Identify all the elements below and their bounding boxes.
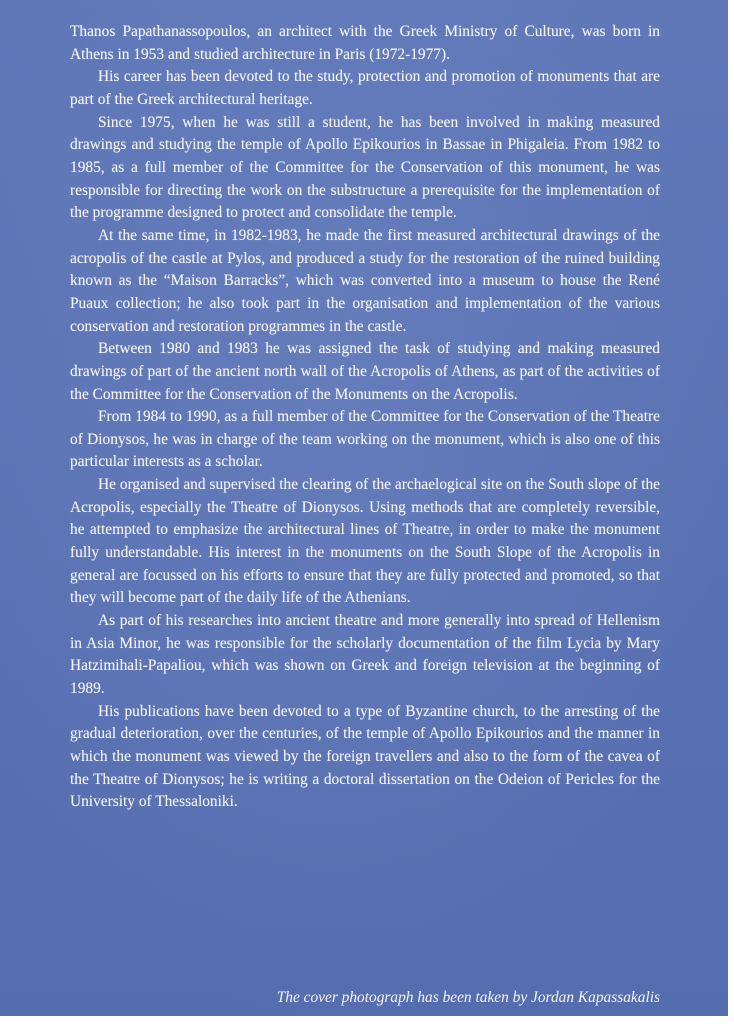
- bio-paragraph-1: Thanos Papathanassopoulos, an architect with the Greek Ministry of Culture, was born in Athens in 1953 and studied architecture in Paris (1972-1977).: [70, 23, 660, 63]
- page-edge-bottom: [0, 1016, 734, 1024]
- cover-photo-credit: The cover photograph has been taken by Jordan Kapassakalis: [276, 989, 660, 1006]
- bio-paragraph-2: His career has been devoted to the study, protection and promotion of monuments that are part of the Greek architectural heritage.: [70, 68, 660, 108]
- author-biography: [70, 21, 660, 814]
- bio-paragraph-9: His publications have been devoted to a type of Byzantine church, to the arresting of the gradual deterioration, over the centuries, of the temple of Apollo Epikourios and the manner in which the monument was viewed by the foreign travellers and also to the form of the cavea of the Theatre of Dionysos; he is writing a doctoral dissertation on the Odeion of Pericles for the University of Thessaloniki.: [70, 702, 660, 811]
- bio-paragraph-3: Since 1975, when he was still a student, he has been involved in making measured drawings and studying the temple of Apollo Epikourios in Bassae in Phigaleia. From 1982 to 1985, as a full member of the Committee for the Conservation of this monument, he was responsible for directing the work on the substructure a prerequisite for the implementation of the programme designed to protect and consolidate the temple.: [70, 113, 660, 222]
- bio-paragraph-7: He organised and supervised the clearing of the archaelogical site on the South slope of the Acropolis, especially the Theatre of Dionysos. Using methods that are completely reversible, he attempted to emphasize the architectural lines of Theatre, in order to make the monument fully understandable. His interest in the monuments on the South Slope of the Acropolis in general are focussed on his efforts to ensure that they are fully protected and promoted, so that they will become part of the daily life of the Athenians.: [70, 476, 660, 607]
- bio-paragraph-4: At the same time, in 1982-1983, he made the first measured architectural drawings of the acropolis of the castle at Pylos, and produced a study for the restoration of the ruined building known as the “Maison Barracks”, which was converted into a museum to house the René Puaux collection; he also took part in the organisation and implementation of the various conservation and restoration programmes in the castle.: [70, 226, 660, 335]
- bio-paragraph-6: From 1984 to 1990, as a full member of the Committee for the Conservation of the Theatre of Dionysos, he was in charge of the team working on the monument, which is also one of this particular interests as a scholar.: [70, 408, 660, 471]
- bio-paragraph-5: Between 1980 and 1983 he was assigned the task of studying and making measured drawings of part of the ancient north wall of the Acropolis of Athens, as part of the activities of the Committee for the Conservation of the Monuments on the Acropolis.: [70, 340, 660, 403]
- page-edge-right: [728, 0, 734, 1024]
- bio-paragraph-8: As part of his researches into ancient theatre and more generally into spread of Hellenism in Asia Minor, he was responsible for the scholarly documentation of the film Lycia by Mary Hatzimihali-Papaliou, which was shown on Greek and foreign television at the beginning of 1989.: [70, 612, 660, 698]
